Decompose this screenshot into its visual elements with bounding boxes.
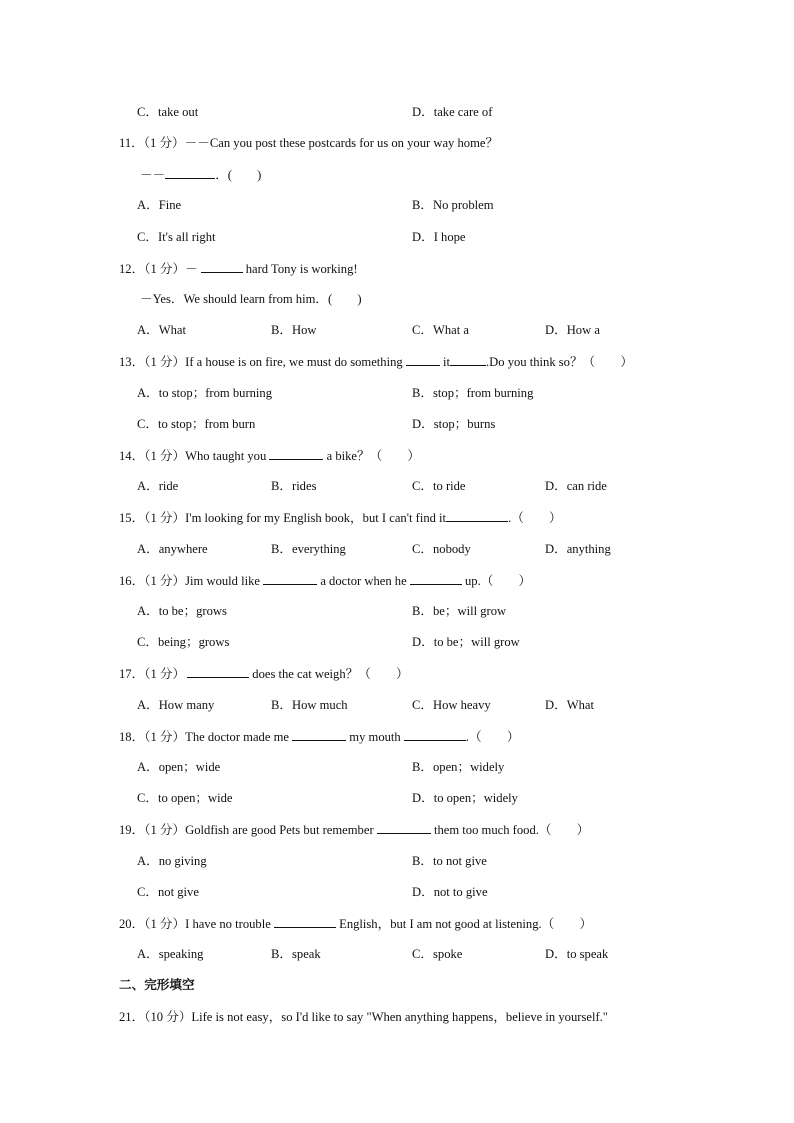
q16-option-d: D．to be；will grow (412, 635, 520, 649)
q17-option-c: C．How heavy (412, 698, 491, 712)
q15-text-b: .（ ） (508, 511, 562, 525)
q10-option-d: D．take care of (412, 105, 493, 119)
q12-dash: － (185, 262, 198, 276)
q11-answer-line (140, 166, 261, 183)
q11-number: 11．（1 分） (119, 136, 185, 150)
q13-text-c: .Do you think so？（ ） (486, 355, 633, 369)
q21-text: Life is not easy，so I'd like to say "When anything happens，believe in yourself." (191, 1010, 608, 1024)
q20-option-d: D．to speak (545, 947, 609, 961)
q15-option-d: D．anything (545, 542, 611, 556)
blank (410, 572, 462, 585)
q20-option-c: C．spoke (412, 947, 463, 961)
blank (269, 447, 323, 460)
q13-option-d: D．stop；burns (412, 417, 496, 431)
q18-option-b: B．open；widely (412, 760, 505, 774)
q14-text-a: Who taught you (185, 449, 267, 463)
blank (263, 572, 317, 585)
q17-number: 17．（1 分） (119, 667, 186, 681)
q16-text-a: Jim would like (185, 574, 260, 588)
q20-text-b: English，but I am not good at listening.（ ） (339, 917, 593, 931)
blank (187, 665, 249, 678)
q20-text-a: I have no trouble (185, 917, 271, 931)
q13-option-c: C．to stop；from burn (137, 417, 256, 431)
q15-text-a: I'm looking for my English book，but I can't find it (185, 511, 447, 525)
q12-option-a: A．What (137, 323, 186, 337)
q17-option-d: D．What (545, 698, 594, 712)
q11-option-d: D．I hope (412, 230, 466, 244)
q13-stem (119, 353, 633, 370)
q16-option-a: A．to be；grows (137, 604, 227, 618)
q18-number: 18．（1 分） (119, 730, 186, 744)
q19-option-b: B．to not give (412, 854, 487, 868)
q11-dash: －－ (140, 168, 166, 182)
q18-stem (119, 728, 519, 745)
q14-option-d: D．can ride (545, 479, 607, 493)
blank (377, 821, 431, 834)
q17-text: does the cat weigh？（ ） (252, 667, 409, 681)
q11-option-c: C．It's all right (137, 230, 216, 244)
blank (201, 260, 243, 273)
q14-stem (119, 447, 420, 464)
q11-option-b: B．No problem (412, 198, 494, 212)
q16-text-b: a doctor when he (320, 574, 407, 588)
q18-text-a: The doctor made me (185, 730, 289, 744)
q20-stem (119, 915, 592, 932)
q19-text-b: them too much food.（ ） (433, 823, 590, 837)
q16-stem (119, 572, 531, 589)
q19-option-a: A．no giving (137, 854, 207, 868)
q15-option-b: B．everything (271, 542, 346, 556)
blank (292, 728, 346, 741)
q19-option-d: D．not to give (412, 885, 488, 899)
q12-text: hard Tony is working! (245, 262, 358, 276)
q12-stem (119, 260, 358, 277)
q19-stem (119, 821, 589, 838)
q13-text-b: it (443, 355, 450, 369)
q19-text-a: Goldfish are good Pets but remember (185, 823, 374, 837)
q15-stem (119, 509, 562, 526)
q14-option-a: A．ride (137, 479, 179, 493)
q13-option-a: A．to stop；from burning (137, 386, 273, 400)
q10-option-c: C．take out (137, 105, 199, 119)
q16-option-b: B．be；will grow (412, 604, 507, 618)
q14-option-c: C．to ride (412, 479, 466, 493)
q12-answer-line: －Yes．We should learn from him．( ) (140, 292, 362, 306)
q17-option-a: A．How many (137, 698, 215, 712)
q20-option-a: A．speaking (137, 947, 204, 961)
q15-option-a: A．anywhere (137, 542, 208, 556)
blank (450, 353, 486, 366)
q13-number: 13．（1 分） (119, 355, 186, 369)
q12-option-c: C．What a (412, 323, 470, 337)
blank (274, 915, 336, 928)
section-heading-cloze: 二、完形填空 (119, 977, 195, 992)
q19-number: 19．（1 分） (119, 823, 186, 837)
q17-option-b: B．How much (271, 698, 348, 712)
q21-number: 21．（10 分） (119, 1010, 192, 1024)
q12-option-d: D．How a (545, 323, 600, 337)
q11-text: －－Can you post these postcards for us on your way home？ (184, 136, 499, 150)
q13-text-a: If a house is on fire, we must do something (185, 355, 403, 369)
q13-option-b: B．stop；from burning (412, 386, 534, 400)
q20-option-b: B．speak (271, 947, 321, 961)
q14-text-b: a bike？（ ） (326, 449, 420, 463)
q19-option-c: C．not give (137, 885, 199, 899)
q12-option-b: B．How (271, 323, 317, 337)
q15-number: 15．（1 分） (119, 511, 186, 525)
q18-option-a: A．open；wide (137, 760, 221, 774)
q15-option-c: C．nobody (412, 542, 471, 556)
q16-option-c: C．being；grows (137, 635, 230, 649)
q17-stem (119, 665, 409, 682)
q20-number: 20．（1 分） (119, 917, 186, 931)
q12-number: 12．（1 分） (119, 262, 186, 276)
blank (165, 166, 215, 179)
q18-option-c: C．to open；wide (137, 791, 233, 805)
q11-stem (119, 135, 498, 151)
q16-number: 16．（1 分） (119, 574, 186, 588)
q11-paren: ．( ) (215, 168, 262, 182)
q14-option-b: B．rides (271, 479, 317, 493)
q18-text-c: .（ ） (465, 730, 520, 744)
q21-stem (119, 1009, 608, 1025)
q11-option-a: A．Fine (137, 198, 182, 212)
q14-number: 14．（1 分） (119, 449, 186, 463)
q16-text-c: up.（ ） (465, 574, 532, 588)
blank (446, 509, 508, 522)
blank (404, 728, 466, 741)
q18-option-d: D．to open；widely (412, 791, 518, 805)
q18-text-b: my mouth (349, 730, 401, 744)
blank (406, 353, 440, 366)
